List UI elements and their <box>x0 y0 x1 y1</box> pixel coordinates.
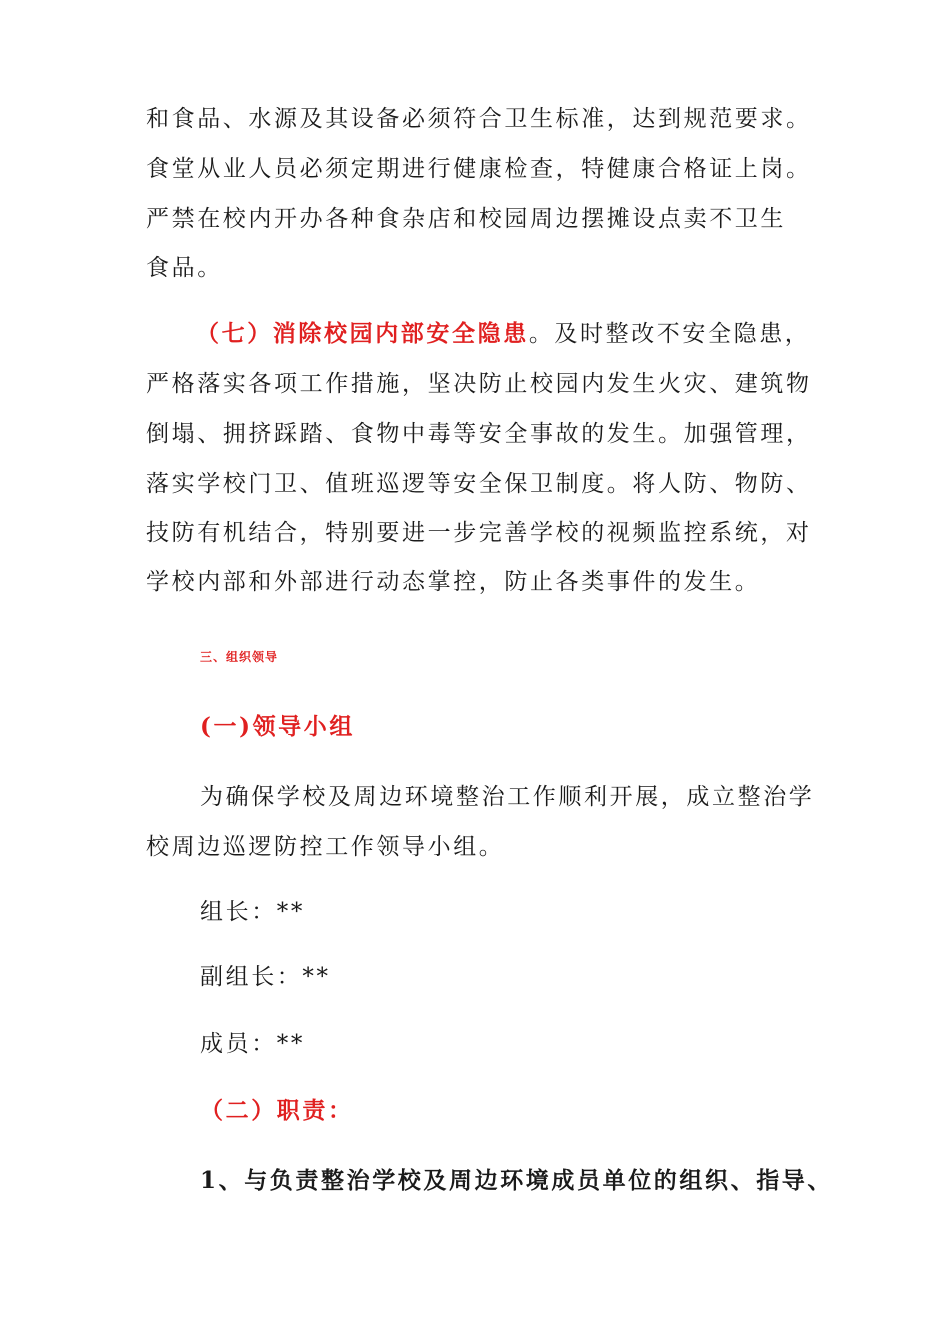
section-seven-line-6: 学校内部和外部进行动态掌控，防止各类事件的发生。 <box>146 569 761 595</box>
section-seven-line-4: 落实学校门卫、值班巡逻等安全保卫制度。将人防、物防、 <box>146 471 812 497</box>
section-seven-line-1-rest: 。及时整改不安全隐患， <box>528 321 811 347</box>
food-paragraph-line-4: 食品。 <box>146 255 223 281</box>
food-paragraph-line-1: 和食品、水源及其设备必须符合卫生标准，达到规范要求。 <box>146 106 812 132</box>
section-seven-line-2: 严格落实各项工作措施，坚决防止校园内发生火灾、建筑物 <box>146 371 812 397</box>
food-paragraph-line-3: 严禁在校内开办各种食杂店和校园周边摆摊设点卖不卫生 <box>146 206 786 232</box>
duties-heading: （二）职责： <box>200 1097 354 1124</box>
section-seven-line-3: 倒塌、拥挤踩踏、食物中毒等安全事故的发生。加强管理， <box>146 421 812 447</box>
leadership-group-heading: (一)领导小组 <box>200 713 355 740</box>
duty-item-1: 1、与负责整治学校及周边环境成员单位的组织、指导、 <box>200 1167 834 1194</box>
leadership-line-2: 校周边巡逻防控工作领导小组。 <box>146 834 505 860</box>
food-paragraph-line-2: 食堂从业人员必须定期进行健康检查，特健康合格证上岗。 <box>146 156 812 182</box>
section-three-heading: 三、组织领导 <box>200 650 279 664</box>
deputy-leader: 副组长：** <box>200 964 331 990</box>
section-seven-line-5: 技防有机结合，特别要进一步完善学校的视频监控系统，对 <box>146 520 812 546</box>
section-seven-heading: （七）消除校园内部安全隐患 <box>196 320 529 347</box>
section-seven-first-line <box>196 319 810 349</box>
leadership-line-1: 为确保学校及周边环境整治工作顺利开展，成立整治学 <box>200 784 815 810</box>
group-members: 成员：** <box>200 1031 305 1057</box>
group-leader: 组长：** <box>200 899 305 925</box>
